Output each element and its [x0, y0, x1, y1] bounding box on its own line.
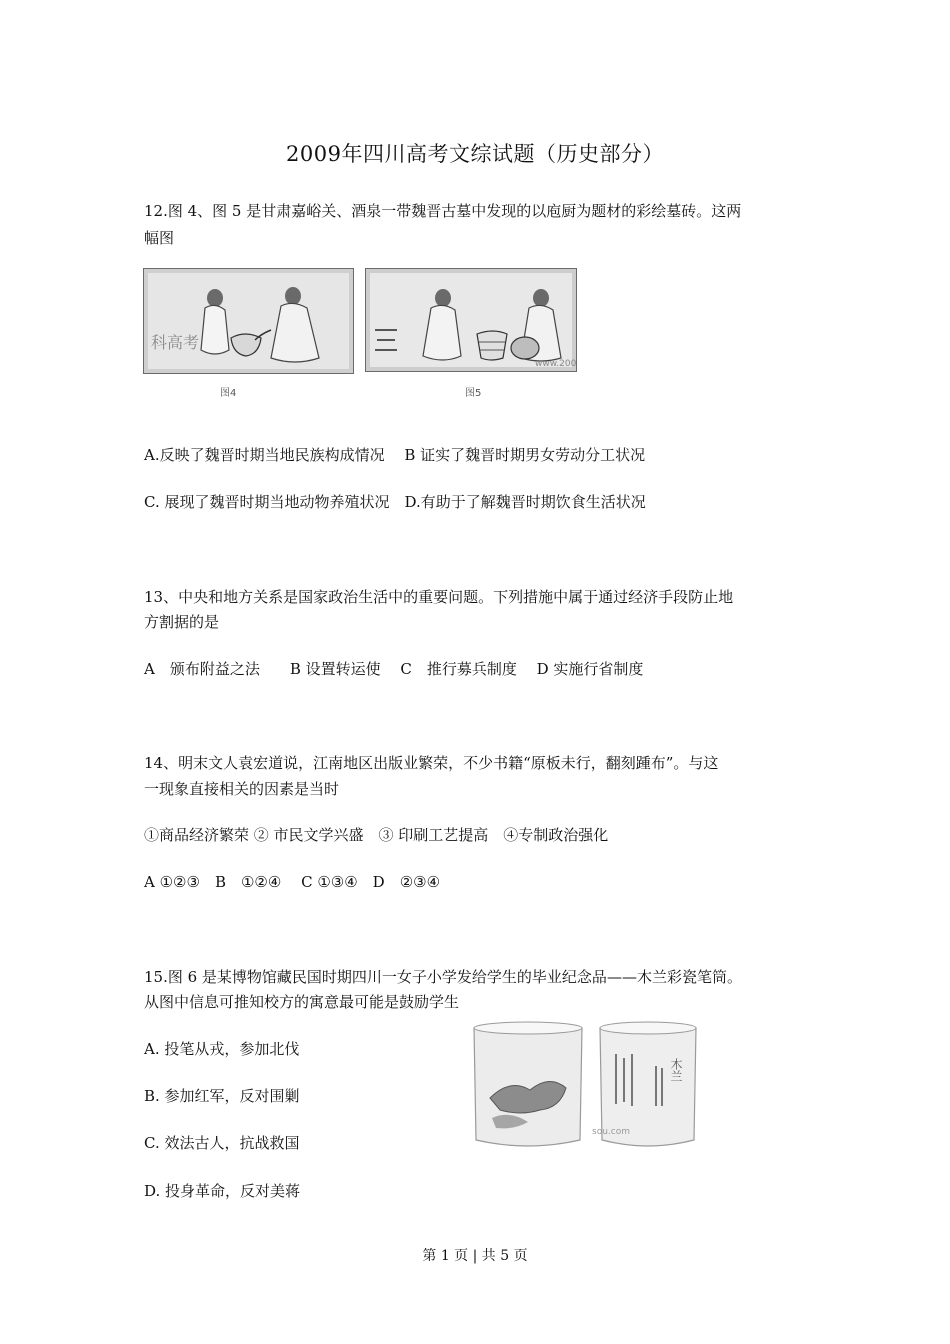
figure-4-caption: 图4 — [220, 388, 237, 399]
q15-option-a: A. 投笔从戎，参加北伐 — [144, 1040, 300, 1058]
q14-stem-line1: 14、明末文人袁宏道说，江南地区出版业繁荣，不少书籍“原板未行，翻刻踵布”。与这 — [144, 754, 719, 772]
q14-options: A ①②③ B ①②④ C ①③④ D ②③④ — [144, 873, 441, 891]
q12-options-line2: C. 展现了魏晋时期当地动物养殖状况 D.有助于了解魏晋时期饮食生活状况 — [144, 493, 646, 511]
page-title: 2009年四川高考文综试题（历史部分） — [286, 142, 664, 166]
q13-options: A 颁布附益之法 B 设置转运使 C 推行募兵制度 D 实施行省制度 — [144, 660, 644, 678]
q12-options-line1: A.反映了魏晋时期当地民族构成情况 B 证实了魏晋时期男女劳动分工状况 — [144, 446, 646, 464]
q13-stem-line1: 13、中央和地方关系是国家政治生活中的重要问题。下列措施中属于通过经济手段防止地 — [144, 588, 734, 606]
page-footer: 第 1 页 | 共 5 页 — [422, 1248, 528, 1264]
q15-stem-line2: 从图中信息可推知校方的寓意最可能是鼓励学生 — [144, 993, 460, 1011]
watermark-text: www.200 — [535, 359, 577, 369]
vase-inscription: 木兰 — [669, 1058, 683, 1082]
q14-stem-line2: 一现象直接相关的因素是当时 — [144, 780, 340, 798]
q14-items: ①商品经济繁荣 ② 市民文学兴盛 ③ 印刷工艺提高 ④专制政治强化 — [144, 826, 609, 844]
figure-6-brush-pots — [470, 1018, 710, 1154]
figure-5-tomb-brick — [365, 268, 577, 372]
q12-stem-line1: 12.图 4、图 5 是甘肃嘉峪关、酒泉一带魏晋古墓中发现的以庖厨为题材的彩绘墓砖。这两 — [144, 202, 742, 220]
watermark-text: 科高考 — [151, 333, 200, 352]
watermark-text: sou.com — [592, 1127, 630, 1137]
q15-option-c: C. 效法古人，抗战救国 — [144, 1134, 300, 1152]
figure-4-tomb-brick — [143, 268, 354, 374]
q15-stem-line1: 15.图 6 是某博物馆藏民国时期四川一女子小学发给学生的毕业纪念品——木兰彩瓷笔筒。 — [144, 968, 742, 986]
figure-5-caption: 图5 — [465, 388, 482, 399]
q12-stem-line2: 幅图 — [144, 229, 175, 247]
q13-stem-line2: 方割据的是 — [144, 613, 220, 631]
q15-option-b: B. 参加红军，反对围剿 — [144, 1087, 300, 1105]
q15-option-d: D. 投身革命，反对美蒋 — [144, 1182, 301, 1200]
